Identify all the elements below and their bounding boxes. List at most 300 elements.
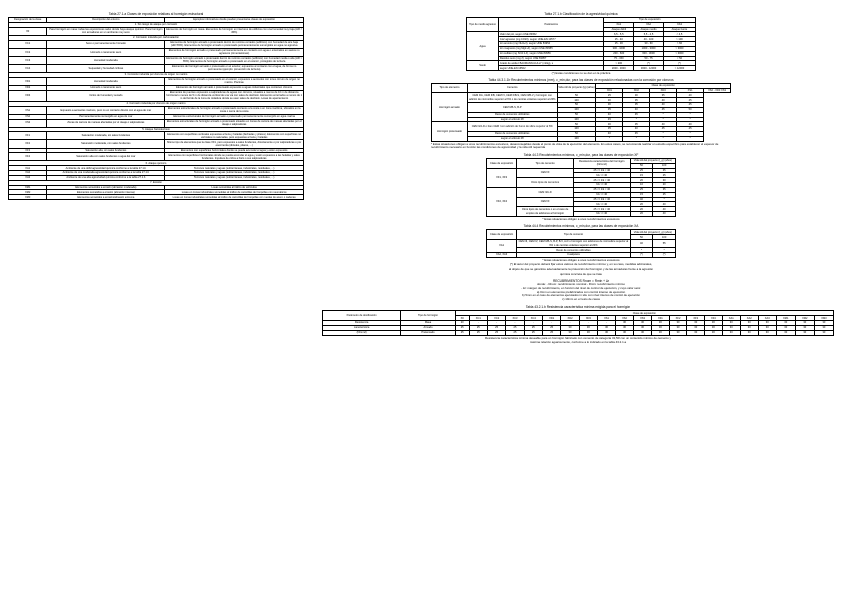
example-text: Elementos de puentes expuestos a salpicaduras de aguas con cloruros, situados a menos de 10 m de distancia horizontal o menos de 5 m de distancia vertical de una vía con sales de deshielo. Elementos enterrados a menos de 1 m del borde de la zona de rodadura donde se usen sales de deshielo. Losas de aparcamiento (166, 90, 303, 101)
example-text: Elementos con superficies horizontales donde se pueda acumular el agua y estén expuestos a las heladas y sales fundentes. Impulsos de ciclos a hielo o sus salpicaduras (165, 153, 304, 161)
value-cell: * (650, 112, 677, 117)
exposure-class-code: XF1 (9, 132, 47, 140)
table-44-3-xf-note: * Estas situaciones obligan a unos recubrimientos excesivos (542, 216, 620, 221)
value-cell: 40 - 100 (634, 37, 664, 42)
parameter-name: Grado de acidez BAUMANN-GULLY (ml/kg), s (499, 61, 604, 66)
value-cell: 30 (653, 178, 676, 183)
value-cell: 35 (623, 122, 650, 127)
header-service-life: Vida útil del proyecto (t_g) (años) (630, 230, 675, 235)
table-44-4-note: (*) El autor del proyecto deberá fijar estos valores de recubrimiento mínimo y, en su caso, medidas adicionales, (509, 262, 653, 267)
exposure-class: XF1, XF3 (487, 168, 517, 187)
value-cell: 25 (455, 325, 469, 330)
parameter-name: según UNE-EN 16502 (499, 66, 604, 71)
table-27-1a-body (9, 22, 304, 199)
header-service-life: Vida útil de proyecto (tg) (años) (557, 83, 596, 93)
value-cell: 20 (630, 212, 653, 217)
value-cell: 25 (506, 325, 524, 330)
table-row (9, 106, 304, 114)
element-type: Hormigón armado (432, 93, 468, 122)
value-cell: 50 - 75 (634, 56, 664, 61)
strength-range: 25 <= fck < 40 (573, 197, 630, 202)
concrete-type: Armado (401, 325, 455, 330)
value-cell: 40 (623, 107, 650, 112)
strength-range: fck >= 40 (573, 183, 630, 188)
value-cell: 30 (623, 93, 650, 98)
value-cell: 55 (653, 240, 676, 248)
value-cell: * (653, 197, 676, 202)
value-cell: 45 (596, 117, 623, 122)
parameter-name: Ion magnesio (mg Mg2+/l), según UNE 83955 (499, 46, 604, 51)
table-44-4-xa (486, 229, 676, 257)
value-cell: 25 (469, 330, 487, 335)
cement-type: CEM II/A-D o bien CEM I con adición de humo de sílice superior al 6% (467, 122, 557, 132)
value-cell: 30 (795, 330, 814, 335)
value-cell: 40 (650, 122, 677, 127)
table-27-1b-caption: Tabla 27.1.b Clasificación de la agresividad química (544, 12, 618, 16)
value-cell: 40 (650, 98, 677, 103)
value-cell: 40 (630, 197, 653, 202)
example-text: Terrenos naturales y aguas (subterráneas, industriales, residuales, ...) (165, 171, 304, 176)
concrete-type: Pretensado (401, 330, 455, 335)
table-44-4-xa-body (487, 240, 676, 258)
header-cement-type: Tipo de cemento (517, 158, 574, 168)
value-cell: 50 (557, 93, 596, 98)
value-cell: 30 (579, 330, 597, 335)
value-cell: < 50 (663, 56, 695, 61)
value-cell: 45 (623, 112, 650, 117)
value-cell: 1000 - 3000 (634, 46, 664, 51)
header-cement: Cemento (467, 83, 557, 93)
value-cell: 30 (722, 321, 740, 326)
exposure-class-code: XS1 (9, 106, 47, 114)
value-cell: 20 (653, 183, 676, 188)
class-header: XF2 (669, 316, 687, 321)
cement-type: según el artículo 28 (467, 117, 557, 122)
value-cell: 45 (650, 127, 677, 132)
table-row (9, 153, 304, 161)
value-cell: 40 (623, 127, 650, 132)
environment-description: Zonas de carrera de mareas afectadas por el oleaje o salpicaduras (47, 119, 165, 127)
exposure-class-code: XM2 (9, 190, 47, 195)
value-cell: (*) (630, 253, 653, 258)
header-strength: Resistencia característica del hormigón (N/mm2) (573, 158, 630, 168)
value-cell: 30 (705, 330, 723, 335)
example-text: Losas sometidas al tráfico de vehículos (165, 185, 304, 190)
class-header: XD2 (561, 316, 579, 321)
value-cell: 40 (653, 202, 676, 207)
value-cell: 200 - 600 (604, 51, 634, 56)
strength-range: fck >= 40 (573, 192, 630, 197)
table-27-1b-block (466, 12, 696, 76)
value-cell: * (596, 136, 623, 141)
value-cell: 25 (487, 325, 505, 330)
parameter-name: Ion amonio (mg NH4+/l), según UNE 83954 (499, 42, 604, 47)
value-cell: 30 (687, 325, 705, 330)
level-medium: Ataque medio (634, 27, 664, 32)
value-cell: 45 (650, 107, 677, 112)
value-cell: > 12000 (663, 66, 695, 71)
header-parameter: Parámetro de dosificación (323, 311, 401, 321)
class-header: XM3 (814, 316, 833, 321)
formula-line: b) 5mm en el caso de elementos ejecutados in situ con nivel intenso de control de ejecución (522, 293, 640, 298)
class-header: XC2 (487, 316, 505, 321)
life-50: 50 (630, 235, 653, 240)
example-text: Mismo tipo de elementos que la clase XF1, pero expuestos a sales fundentes, directamente o por salpicaduras o por escorrentía (dinteles, pilares, ...) (165, 140, 304, 148)
environment-description: Húmedo o raramente seco (47, 85, 165, 90)
life-100: 100 (653, 163, 676, 168)
parameter-label: Resistencia (323, 321, 401, 326)
value-cell: 25 (653, 192, 676, 197)
table-44-4-xa-caption: Tabla 44.4 Recubrimientos mínimos, c_min,dur, para las clases de exposición XA (523, 224, 639, 229)
table-27-1a (8, 17, 304, 200)
environment-description: Ambiente de una alta agresividad química conforme a la tabla 27.1.b (47, 175, 165, 180)
table-44-4-note: * Estas situaciones obligan a unos recubrimientos excesivos (542, 257, 620, 262)
value-cell: - (506, 321, 524, 326)
value-cell: 20 (630, 178, 653, 183)
value-cell: 40 (650, 103, 677, 108)
strength-range: 25 <= fck < 40 (573, 207, 630, 212)
table-43-2-1b-caption: Tabla 43.2.1.b Resistencia característica mínima exigida para el hormigón (525, 305, 631, 310)
cement-type: Resto de cementos utilizables (517, 248, 630, 253)
table-row (9, 140, 304, 148)
class-header: XM1 (776, 316, 795, 321)
value-cell: 25 (506, 330, 524, 335)
value-cell: 100 (557, 117, 596, 122)
section-title: 5. Ataque hielo/deshielo (9, 127, 304, 132)
value-cell: - (524, 321, 542, 326)
class-header: X0 (455, 316, 469, 321)
class-header: XA1 (722, 316, 740, 321)
exposure-class-code: XC4 (9, 64, 47, 72)
example-text: Elementos de hormigón armado o pretensado en el exterior, expuestos al contacto con el agua, de forma no permanente (ejemplo: prevención de la lluvia) (165, 64, 304, 72)
table-row (9, 27, 304, 35)
exposure-class-code: XM3 (9, 195, 47, 200)
table-row (9, 56, 304, 64)
cement-type: Cualquiera (517, 253, 630, 258)
concrete-type: Masa (401, 321, 455, 326)
value-cell: 35 (650, 93, 677, 98)
value-cell: 30 (722, 325, 740, 330)
left-column (8, 10, 304, 200)
value-cell: - (598, 321, 616, 326)
value-cell: 30 (634, 330, 652, 335)
class-header: XC4 (524, 316, 542, 321)
value-cell: < 4,5 (663, 32, 695, 37)
value-cell: (*) (663, 61, 695, 66)
value-cell: > 200 (604, 61, 634, 66)
value-cell: - (469, 321, 487, 326)
value-cell: 25 (630, 168, 653, 173)
header-service-life: Vida útil del proyecto (t_g) (años) (630, 158, 675, 163)
environment-description: Seco o permanentemente húmedo (47, 40, 165, 48)
header-exposure-class: Clase de exposición (487, 158, 517, 168)
table-row (9, 64, 304, 72)
table-44-4-xa-block (486, 224, 676, 276)
formula-line: a) 0mm en elementos prefabricados con control intenso de ejecución (536, 289, 626, 294)
class-header: XC1 (469, 316, 487, 321)
table-44-3-1-block (431, 78, 731, 150)
exposure-class-code: X0 (9, 27, 47, 35)
class-xa2: XA2 (634, 22, 664, 27)
table-43-2-1b (322, 310, 834, 335)
exposure-class-code: XA1 (9, 166, 47, 171)
value-cell: 20 (630, 207, 653, 212)
level-weak: Ataque débil (604, 27, 634, 32)
exposure-class-code: XA3 (9, 175, 47, 180)
life-100: 100 (653, 235, 676, 240)
value-cell: 35 (596, 127, 623, 132)
value-cell: 30 (634, 325, 652, 330)
value-cell: 30 (598, 325, 616, 330)
value-cell: 50 (677, 107, 704, 112)
value-cell: 30 (814, 330, 833, 335)
exposure-class-code: XC3 (9, 56, 47, 64)
value-cell: 300 - 1000 (604, 46, 634, 51)
cement-type: CEM III (517, 197, 574, 207)
example-text: Elementos de hormigón armado o pretensado en el exterior, expuestos a aerosoles con iones cloruro de origen no marino. Piscinas (165, 77, 304, 85)
environment-description: Ambiente de una moderada agresividad química conforme a la tabla 27.1.b (47, 171, 165, 176)
value-cell: 25 (653, 173, 676, 178)
table-27-1b-body (467, 32, 696, 71)
cement-type: según el artículo 28 (467, 136, 557, 141)
exposure-class: XA2, XA3 (487, 253, 517, 258)
value-cell: 40 (677, 122, 704, 127)
value-cell: 2000 - 3000 (604, 66, 634, 71)
value-cell: 25 (542, 325, 560, 330)
class-header: XD1 (596, 88, 623, 93)
value-cell: 100 (557, 107, 596, 112)
value-cell: 30 (579, 325, 597, 330)
example-text: Elementos de hormigón en masa. Elementos de hormigón en interiores de edificios con una humedad muy baja (HR < 45%) (166, 27, 303, 35)
class-header: XM2 (795, 316, 814, 321)
value-cell: - (542, 321, 560, 326)
table-row (9, 119, 304, 127)
table-44-4-note: al objeto de que se garantice adecuadamente la protección del hormigón y de las armaduras frente a la agresión (508, 267, 654, 272)
exposure-class-code: XD1 (9, 77, 47, 85)
section-title: 7. Erosión (9, 180, 304, 185)
cement-type: CEM II/A, CEM II/B, CEM IV, CEM II/B-S, CEM II/B-V y hormigón con adición de microsílice superior al 6% o de cenizas volantes superior al 20% (468, 94, 556, 101)
value-cell: > 60 (663, 42, 695, 47)
exposure-class: XF2, XF4 (487, 187, 517, 216)
environment-description: Humedad moderada (47, 77, 165, 85)
cement-type: Resto de cementos utilizables (467, 112, 557, 117)
value-cell: 30 (634, 321, 652, 326)
value-cell: 5,5 - 4,5 (634, 32, 664, 37)
value-cell: (*) (634, 61, 664, 66)
table-row (9, 195, 304, 200)
exposure-class-code: XS2 (9, 114, 47, 119)
value-cell: * (677, 132, 704, 137)
example-text: Elementos de hormigón armado o pretensado dentro de recintos cerrados (edificios) con humedad de aire baja (HR<65%). Elementos de hormigón armado o pretensado permanentemente sumergidos en agua no agresiva (165, 40, 304, 48)
value-cell: 30 (687, 321, 705, 326)
value-cell: - (579, 321, 597, 326)
environment-description: Saturación moderada, con sales fundentes (47, 140, 165, 148)
table-44-3-xf-block (486, 153, 676, 222)
example-text: Elementos de hormigón armado o pretensado expuestos a aguas industriales que contienen cloruros (165, 85, 304, 90)
value-cell: 30 (652, 325, 670, 330)
example-text: Elementos con superficies horizontales donde se pueda acumular el agua y estén expuestos (165, 148, 304, 153)
exposure-class-code: XC1 (9, 40, 47, 48)
table-row (467, 66, 696, 71)
exposure-class-code: XD2 (9, 85, 47, 90)
value-cell: 30 (776, 330, 795, 335)
environment-description: Húmedo o raramente seco (47, 48, 165, 56)
section-title: 2. Corrosión inducida por carbonatación (9, 35, 304, 40)
value-cell: 30 (705, 321, 723, 326)
example-text: Elementos estructurales de hormigón armado o pretensado situados en zonas de carrera de mareas afectadas por el oleaje o salpicaduras (166, 119, 302, 127)
table-row (9, 132, 304, 140)
exposure-class-code: XD3 (9, 90, 47, 101)
formula-line: c) 10mm en el resto de casos (562, 296, 600, 301)
value-cell: 50 (557, 132, 596, 137)
value-cell: 35 (653, 168, 676, 173)
strength-range: fck >= 40 (573, 173, 630, 178)
cement-type: CEM II/B-S, B-P (467, 103, 557, 113)
table-43-2-1b-note: máxima relación agua/cemento, conforme a lo indicado en la tabla 43.2.1.a (529, 340, 627, 345)
section-title: 6. Ataque químico (9, 161, 304, 166)
value-cell: 45 (677, 98, 704, 103)
exposure-class-code: XF2 (9, 140, 47, 148)
right-column (322, 10, 840, 346)
value-cell: * (623, 136, 650, 141)
class-header: XA2 (740, 316, 758, 321)
value-cell: 15 (630, 173, 653, 178)
value-cell: 30 (722, 330, 740, 335)
value-cell: 6,5 - 5,5 (604, 32, 634, 37)
exposure-class-code: XC2 (9, 48, 47, 56)
environment-description: Saturación moderada, sin sales fundentes (47, 132, 165, 140)
value-cell: 25 (524, 330, 542, 335)
exposure-class-code: XA2 (9, 171, 47, 176)
class-header: XS2 (616, 316, 634, 321)
value-cell: 45 (677, 103, 704, 108)
environment-description: Permanentemente sumergido en agua de mar (47, 114, 165, 119)
table-row (9, 40, 304, 48)
value-cell: 25 (524, 325, 542, 330)
environment-description: Sequedad y humedad cíclicas (47, 64, 165, 72)
class-header: XF4 (705, 316, 723, 321)
example-text: Elementos estructurales de hormigón armado o pretensado permanentemente sumergido en agua marina (165, 114, 304, 119)
value-cell: 25 (630, 187, 653, 192)
class-header: XS3 (634, 316, 652, 321)
table-44-3-xf-body (487, 168, 676, 216)
class-header: XD3 (650, 88, 677, 93)
cement-type: CEM III (517, 168, 574, 178)
header-exposure-class: Clase de exposición (455, 311, 833, 316)
table-44-4-note: química concreta de que se trate (559, 271, 603, 276)
table-43-2-1b-note: Resistencia característica mínima deseable para un hormigón fabricado con cemento de categoría 32,5R con un contenido mínimo de cemento y (485, 335, 671, 340)
value-cell: 25 (542, 330, 560, 335)
value-cell: > 3000 (663, 51, 695, 56)
exposure-class-code: XF4 (9, 153, 47, 161)
value-cell: 30 (669, 325, 687, 330)
value-cell: * (650, 132, 677, 137)
parameter-name: Valor del pH, según UNE 83952 (499, 32, 604, 37)
header-element-type: Tipo de elemento (432, 83, 468, 93)
strength-range: 25 <= fck < 40 (573, 168, 630, 173)
value-cell: 25 (487, 330, 505, 335)
exposure-class-code: XS3 (9, 119, 47, 127)
table-row (487, 240, 676, 248)
value-cell: 35 (623, 103, 650, 108)
table-row (9, 90, 304, 101)
cement-type: Resto de cementos utilizables (467, 132, 557, 137)
strength-range: fck >= 40 (573, 202, 630, 207)
class-header: XD2 (623, 88, 650, 93)
section-title: 3. Corrosión inducida por cloruros de origen no marino (9, 72, 304, 77)
class-header: XC3 (506, 316, 524, 321)
environment-description: Ambiente de una débil agresividad química conforme a la tabla 27.1.b (47, 166, 165, 171)
header-exposure-class: Clase de exposición (487, 230, 517, 240)
exposure-class-code: XM1 (9, 185, 47, 190)
value-cell: 30 (795, 325, 814, 330)
value-cell: * (653, 248, 676, 253)
value-cell: 600 - 3000 (634, 51, 664, 56)
class-xa1: XA1 (604, 22, 634, 27)
environment-description: Elementos sometidos a erosión/abrasión extrema (47, 195, 165, 200)
header-exposure-class: Clase de exposición (596, 83, 731, 88)
value-cell: 30 - 60 (634, 42, 664, 47)
example-text: Elementos estructurales de hormigón armado o pretensado cercanos a la costa o en zona marítima, ubicados en la costa o cerca de la costa (165, 106, 304, 114)
parameter-label: característica (323, 325, 401, 330)
life-50: 50 (630, 163, 653, 168)
header-concrete-type: Tipo de hormigón (401, 311, 455, 321)
value-cell: 25 (469, 325, 487, 330)
environment-description: Ciclos de humedad y secado (47, 90, 165, 101)
header-parameters: Parámetros (499, 18, 604, 32)
value-cell: * (677, 117, 704, 122)
value-cell: 30 (758, 321, 776, 326)
value-cell: 50 (557, 103, 596, 108)
value-cell: 30 (740, 325, 758, 330)
class-header: XD3 (579, 316, 597, 321)
value-cell: 45 (677, 127, 704, 132)
example-text: Terrenos naturales y aguas (subterráneas, industriales, residuales, ...) (165, 175, 304, 180)
value-cell: - (561, 321, 579, 326)
value-cell: 30 (758, 330, 776, 335)
value-cell: 30 (795, 321, 814, 326)
value-cell: 30 (814, 321, 833, 326)
value-cell: 30 (814, 325, 833, 330)
value-cell: 35 (653, 187, 676, 192)
table-44-3-1 (431, 83, 731, 142)
formula-line: donde: - Rnom: recubrimiento nominal - Rmin: recubrimiento mínimo (537, 282, 625, 287)
level-strong: Ataque fuerte (663, 27, 695, 32)
table-27-1b-note: (*) Estas condiciones no se dan en la práctica (551, 71, 611, 76)
value-cell: 20 (630, 202, 653, 207)
environment-description: Humedad moderada (47, 56, 165, 64)
value-cell: > 100 (663, 37, 695, 42)
value-cell: 40 (677, 93, 704, 98)
environment-description: Expuesto a aerosoles marinos, pero no en contacto directo con el agua de mar (47, 106, 165, 114)
header-cement-type: Tipo de cemento (517, 230, 630, 240)
value-cell: 100 (557, 98, 596, 103)
value-cell: > 3000 (663, 46, 695, 51)
value-cell: * (650, 117, 677, 122)
value-cell: 30 (652, 321, 670, 326)
strength-range: 25 <= fck < 40 (573, 187, 630, 192)
value-cell: 50 (557, 122, 596, 127)
header-designation: Designación de la clase (9, 18, 47, 23)
header-examples: Ejemplos informativos donde pueden presentarse clases de exposición (165, 18, 304, 23)
class-header: XF3 (687, 316, 705, 321)
table-27-1a-caption: Tabla 27.1.a Clases de exposición relativas al hormigón estructural (108, 12, 204, 16)
value-cell: 30 (596, 122, 623, 127)
value-cell: 100 (557, 136, 596, 141)
table-44-3-1-body (432, 93, 731, 141)
cement-type: Otros tipos de cementos (517, 178, 574, 188)
class-header: XD1 (542, 316, 560, 321)
